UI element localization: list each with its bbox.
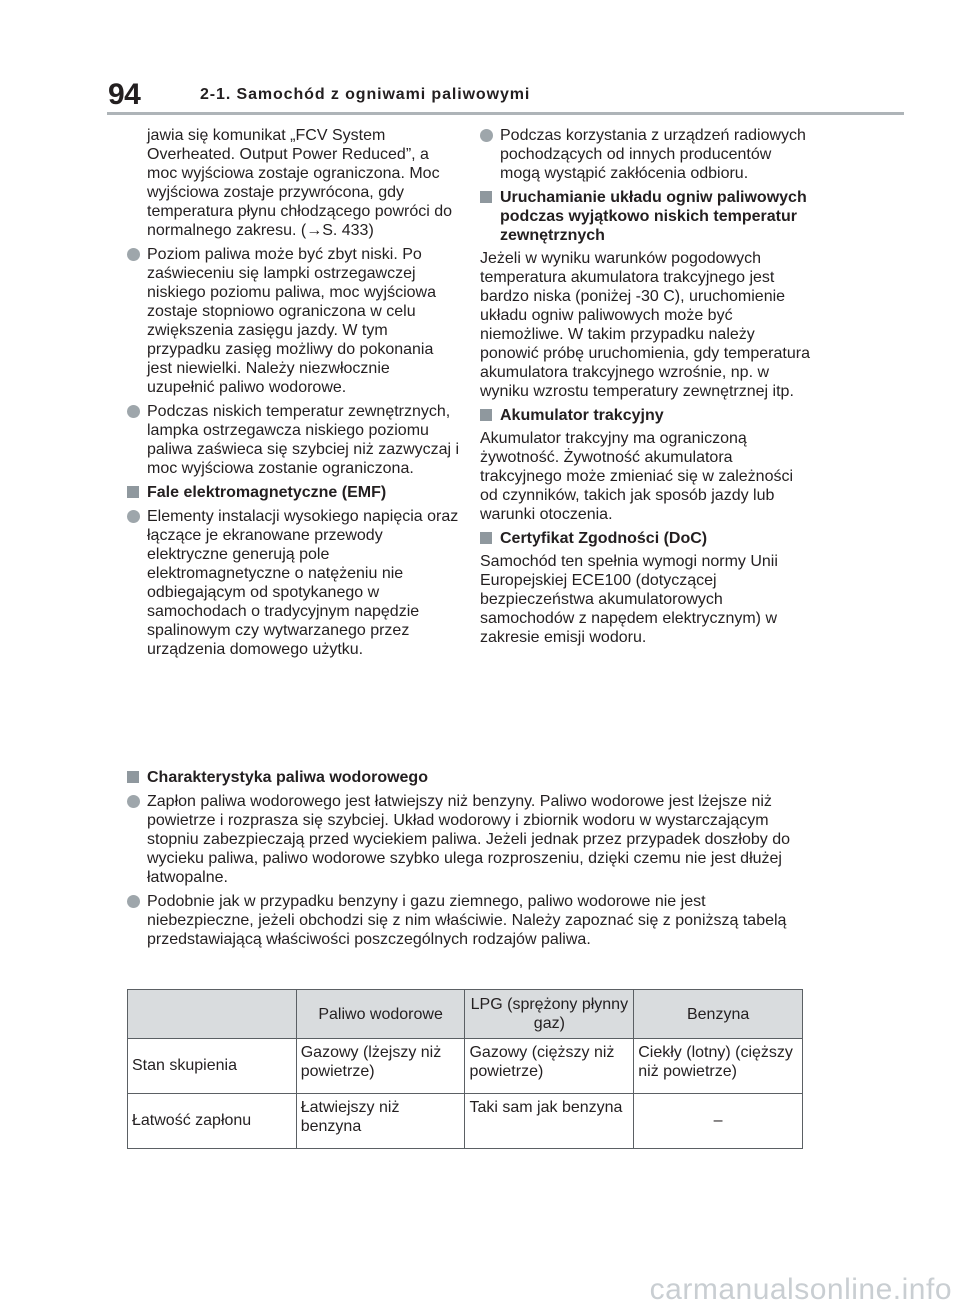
bullet-text: Poziom paliwa może być zbyt niski. Po zaświeceniu się lampki ostrzegawczej niskiego poziomu paliwa, moc wyjściowa zostaje stopniowo ograniczona w celu zwiększenia zasięgu jazdy. W tym przypadku zasięg możliwy do pokonania jest niewielki. Należy niezwłocznie uzupełnić paliwo wodorowe. xyxy=(147,246,437,396)
bullet-dot-icon xyxy=(127,895,140,908)
hydrogen-fuel-section xyxy=(127,768,803,949)
table-header-cell: Benzyna xyxy=(634,990,803,1039)
table-cell: Gazowy (cięższy niż powietrze) xyxy=(465,1039,634,1094)
paragraph-traction-battery: Akumulator trakcyjny ma ograniczoną żywotność. Żywotność akumulatora trakcyjnego może zmieniać się w zależności od czynników, takich jak sposób jazdy lub warunki otoczenia. xyxy=(480,430,794,523)
square-marker-icon xyxy=(480,191,492,203)
square-marker-icon xyxy=(480,409,492,421)
continuation-paragraph: jawia się komunikat „FCV System Overheated. Output Power Reduced”, a moc wyjściowa zostaje ograniczona. Moc wyjściowa zostaje przywrócona, gdy temperatura płynu chłodzącego powróci do normalnego zakresu. (→S. 433) xyxy=(147,127,453,239)
square-marker-icon xyxy=(127,771,139,783)
table-cell: Gazowy (lżejszy niż powietrze) xyxy=(296,1039,465,1094)
table-header-row xyxy=(128,990,803,1039)
table-row xyxy=(128,1094,803,1149)
heading-traction-battery xyxy=(480,406,815,425)
heading-doc xyxy=(480,529,815,548)
header-divider xyxy=(107,112,904,115)
heading-text: Fale elektromagnetyczne (EMF) xyxy=(147,484,387,501)
table-cell: – xyxy=(634,1094,803,1149)
table-cell: Łatwiejszy niż benzyna xyxy=(296,1094,465,1149)
bullet-text: Zapłon paliwa wodorowego jest łatwiejszy niż benzyny. Paliwo wodorowe jest lżejsze niż powietrze i rozprasza się szybciej. Układ wodorowy i zbiornik wodoru w wystarczającym stopniu zabezpieczają przed wyciekiem paliwa. Jeżeli jednak przez przypadek doszłoby do wycieku paliwa, paliwo wodorowe szybko ulega rozproszeniu, dzięki czemu nie jest dłużej łatwopalne. xyxy=(147,793,791,886)
bullet-dot-icon xyxy=(480,129,493,142)
section-title: 2-1. Samochód z ogniwami paliwowymi xyxy=(200,86,531,103)
heading-text: Uruchamianie układu ogniw paliwowych podczas wyjątkowo niskich temperatur zewnętrznych xyxy=(500,189,807,244)
table-cell: Taki sam jak benzyna xyxy=(465,1094,634,1149)
bullet-emf xyxy=(127,507,460,659)
table-header-cell: LPG (sprężony płynny gaz) xyxy=(465,990,634,1039)
table-cell: Łatwość zapłonu xyxy=(128,1094,297,1149)
bullet-dot-icon xyxy=(127,795,140,808)
paragraph-cold-startup: Jeżeli w wyniku warunków pogodowych temperatura akumulatora trakcyjnego jest bardzo niska (poniżej -30 C), uruchomienie układu ogniw paliwowych może być niemożliwe. W takim przypadku należy ponowić próbę uruchomienia, gdy temperatura akumulatora trakcyjnego wzrośnie, np. w wyniku wzrostu temperatury zewnętrznej itp. xyxy=(480,250,810,400)
bullet-dot-icon xyxy=(127,405,140,418)
bullet-dot-icon xyxy=(127,248,140,261)
square-marker-icon xyxy=(127,486,139,498)
bullet-low-temperature xyxy=(127,402,460,478)
table-cell: Ciekły (lotny) (cięższy niż powietrze) xyxy=(634,1039,803,1094)
bullet-ignition xyxy=(127,792,803,887)
fuel-comparison-table xyxy=(127,989,803,1149)
table-header-cell xyxy=(128,990,297,1039)
table-cell: Stan skupienia xyxy=(128,1039,297,1094)
heading-text: Certyfikat Zgodności (DoC) xyxy=(500,530,708,547)
bullet-text: Elementy instalacji wysokiego napięcia oraz łączące je ekranowane przewody elektryczne generują pole elektromagnetyczne o natężeniu nie odbiegającym od spotykanego w samochodach o tradycyjnym napędzie spalinowym czy wytwarzanego przez urządzenia domowego użytku. xyxy=(147,508,459,658)
heading-text: Charakterystyka paliwa wodorowego xyxy=(147,769,428,786)
bullet-radio-devices xyxy=(480,126,815,183)
heading-emf xyxy=(127,483,460,502)
bullet-text: Podczas korzystania z urządzeń radiowych pochodzących od innych producentów mogą wystąpić zakłócenia odbioru. xyxy=(500,127,806,182)
bullet-safety xyxy=(127,892,803,949)
heading-text: Akumulator trakcyjny xyxy=(500,407,664,424)
table-header-cell: Paliwo wodorowe xyxy=(296,990,465,1039)
heading-hydrogen-fuel xyxy=(127,768,803,787)
table-row xyxy=(128,1039,803,1094)
watermark: carmanualsonline.info xyxy=(649,1273,952,1306)
right-column xyxy=(480,126,815,647)
page-number: 94 xyxy=(108,78,141,111)
bullet-dot-icon xyxy=(127,510,140,523)
heading-cold-startup xyxy=(480,188,815,245)
bullet-text: Podobnie jak w przypadku benzyny i gazu ziemnego, paliwo wodorowe nie jest niebezpieczne, jeżeli obchodzi się z nim właściwie. Należy zapoznać się z poniższą tabelą przedstawiającą właściwości poszczególnych rodzajów paliwa. xyxy=(147,893,787,948)
square-marker-icon xyxy=(480,532,492,544)
bullet-text: Podczas niskich temperatur zewnętrznych, lampka ostrzegawcza niskiego poziomu paliwa zaświeca się szybciej niż zazwyczaj i moc wyjściowa zostanie ograniczona. xyxy=(147,403,460,477)
paragraph-doc: Samochód ten spełnia wymogi normy Unii Europejskiej ECE100 (dotyczącej bezpieczeństwa akumulatorowych samochodów z napędem elektrycznym) w zakresie emisji wodoru. xyxy=(480,553,778,646)
bullet-low-fuel xyxy=(127,245,460,397)
left-column xyxy=(127,126,460,659)
